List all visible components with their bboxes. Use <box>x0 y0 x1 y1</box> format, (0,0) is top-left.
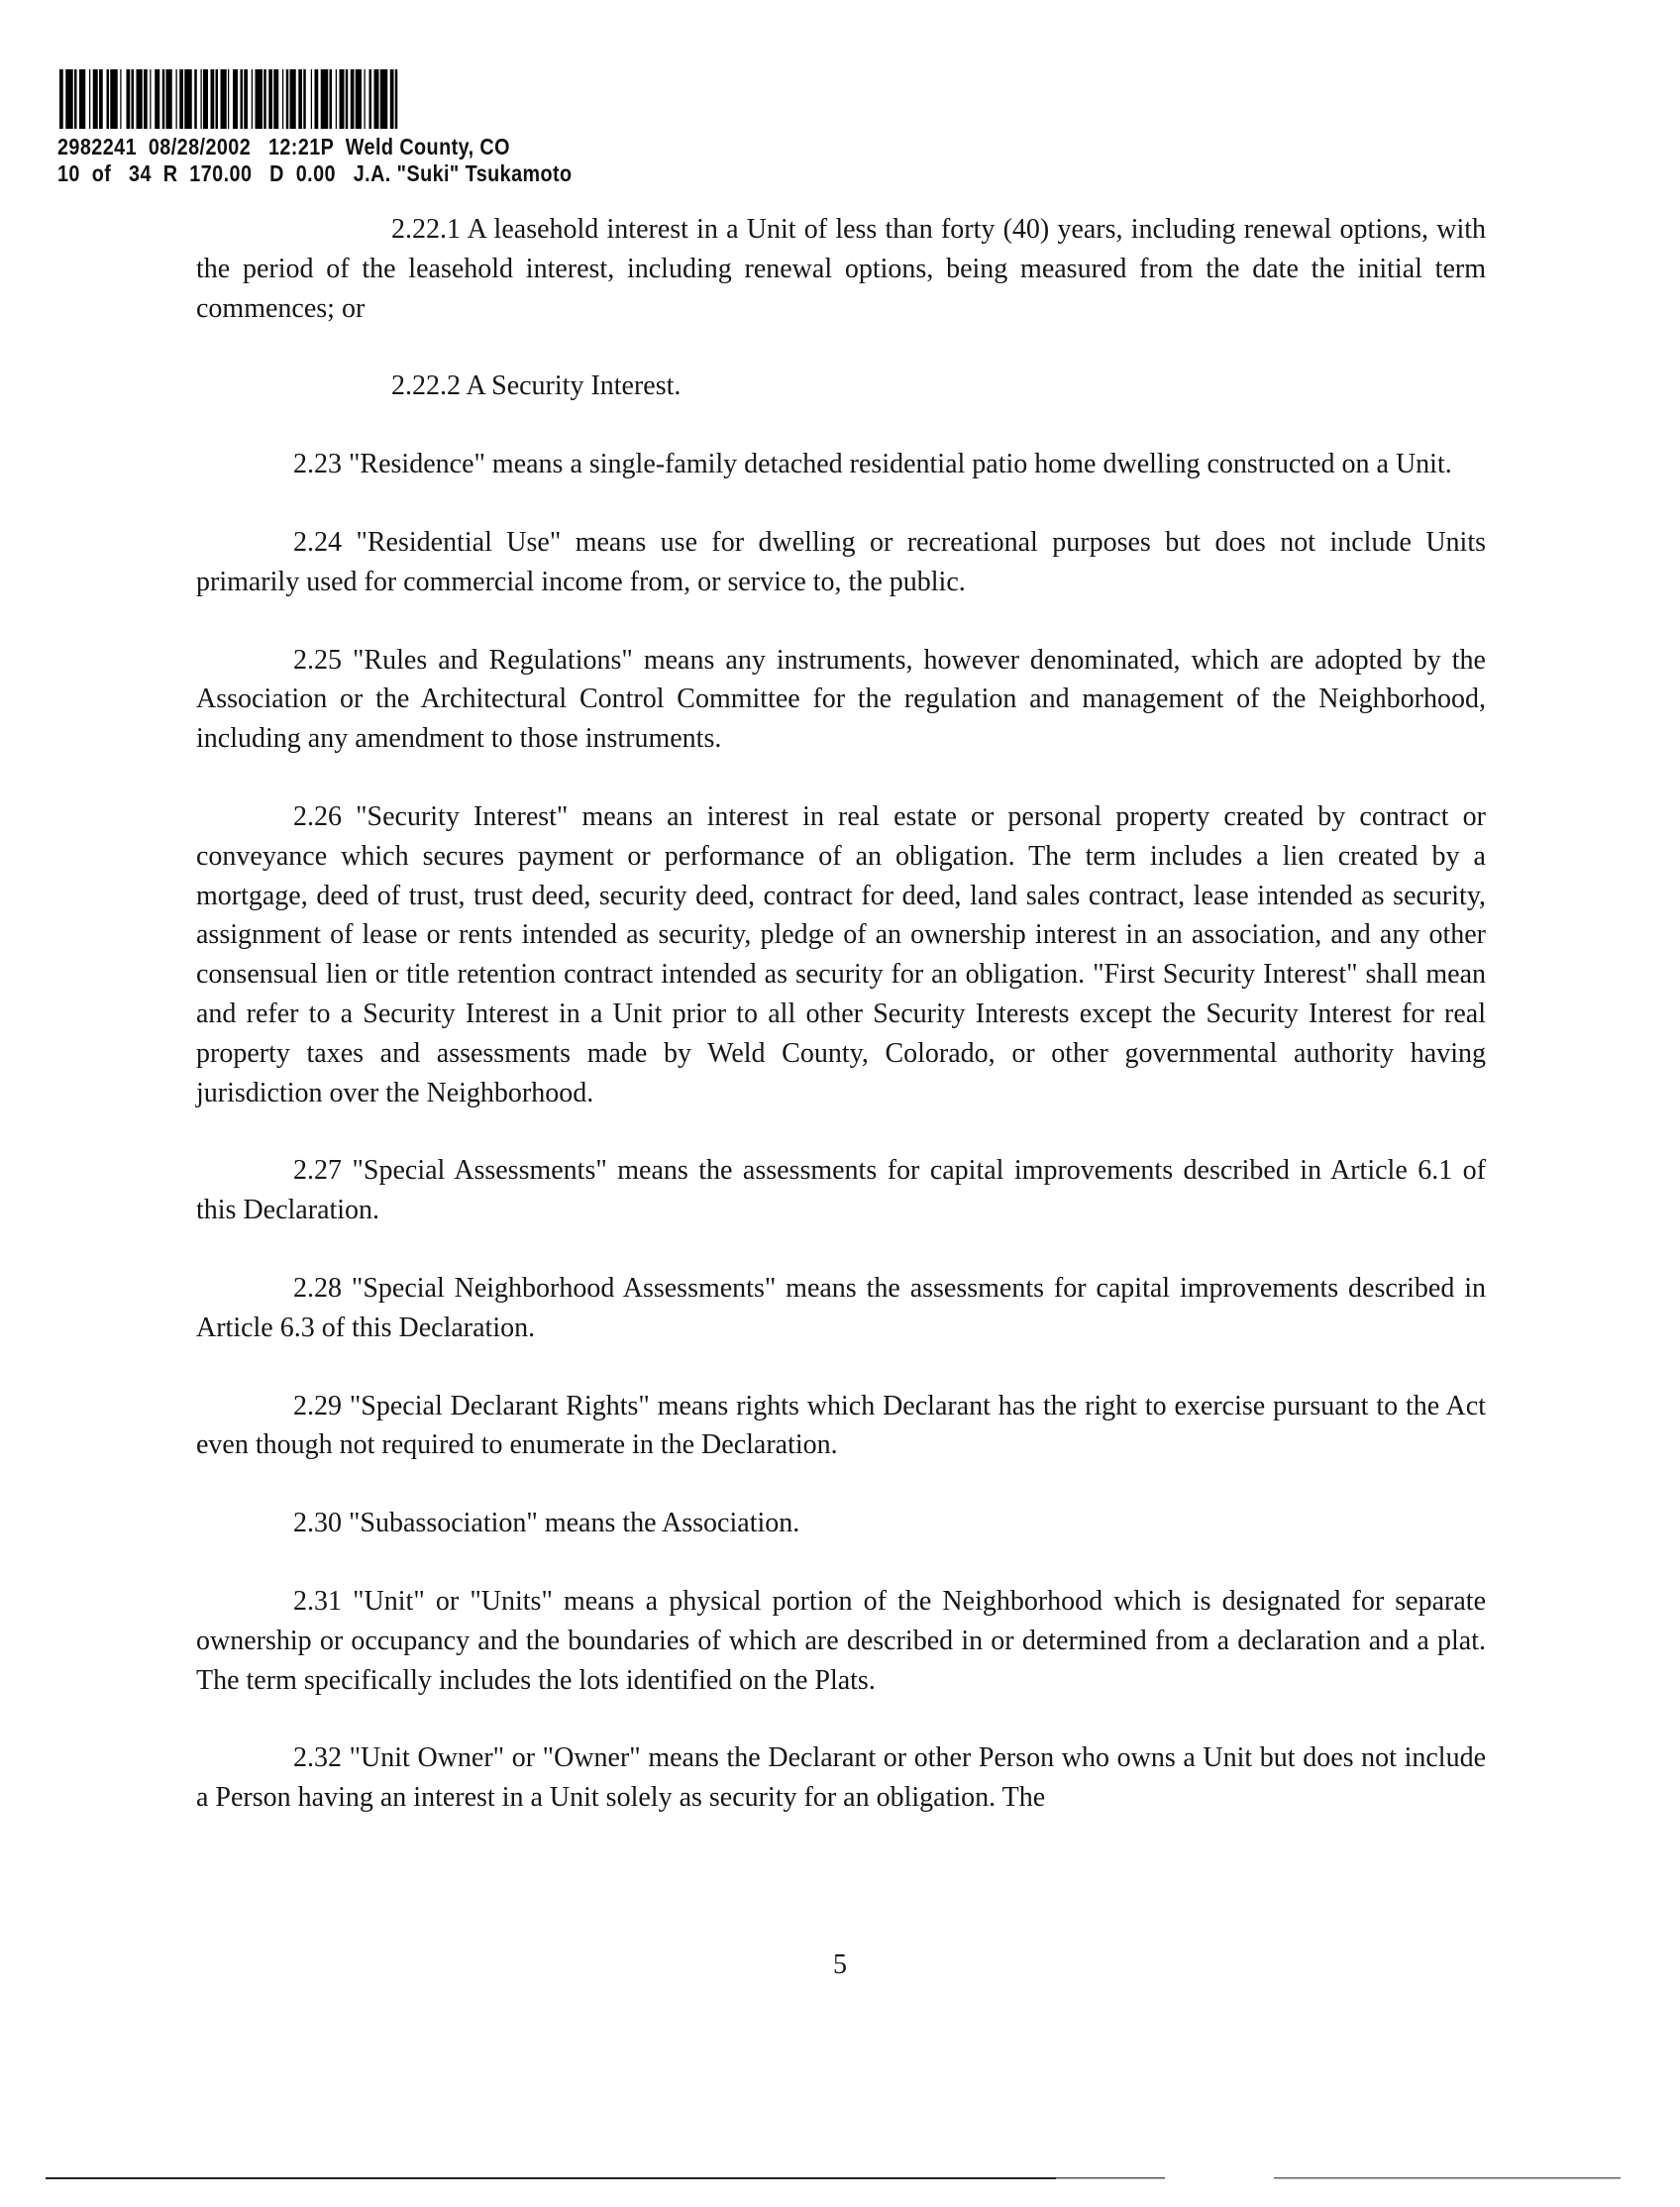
barcode-bar <box>369 69 372 129</box>
scan-edge-line <box>46 2175 1621 2181</box>
recording-info-line-2: 10 of 34 R 170.00 D 0.00 J.A. "Suki" Tsukamoto <box>57 160 573 186</box>
page-number: 5 <box>833 1949 847 1980</box>
document-body <box>196 210 1486 1856</box>
barcode-bar <box>244 69 248 129</box>
barcode-bar <box>79 69 85 129</box>
barcode-bar <box>127 69 131 129</box>
section-2-30: 2.30 "Subassociation" means the Association. <box>293 1508 800 1539</box>
section-2-32: 2.32 "Unit Owner" or "Owner" means the Declarant or other Person who owns a Unit but does not include a Person having an interest in a Unit solely as security for an obligation. The <box>196 1742 1486 1814</box>
barcode-bar <box>93 69 98 129</box>
recording-barcode <box>59 69 743 129</box>
barcode-bar <box>155 69 159 129</box>
barcode-bar <box>221 69 227 129</box>
barcode-bar <box>233 69 238 129</box>
barcode-bar <box>351 69 355 129</box>
barcode-bar <box>330 69 333 129</box>
barcode-bar <box>65 69 73 129</box>
barcode-bar <box>201 69 202 129</box>
section-2-28: 2.28 "Special Neighborhood Assessments" means the assessments for capital improvements described in Article 6.3 of this Declaration. <box>196 1272 1486 1343</box>
barcode-bar <box>120 69 121 129</box>
barcode-bar <box>137 69 143 129</box>
barcode-bar <box>321 69 329 129</box>
barcode-bar <box>179 69 183 129</box>
barcode-bar <box>256 69 263 129</box>
barcode-bar <box>346 69 349 129</box>
section-2-29: 2.29 "Special Declarant Rights" means rights which Declarant has the right to exercise pursuant to the Act even though not required to enumerate in the Declaration. <box>196 1390 1486 1461</box>
barcode-bar <box>365 69 366 129</box>
barcode-bar <box>356 69 362 129</box>
barcode-bar <box>59 69 63 129</box>
section-2-25: 2.25 "Rules and Regulations" means any instruments, however denominated, which are adopted by the Association or the Architectural Control Committee for the regulation and management of the Neighborhood, including any amendment to those instruments. <box>196 644 1486 755</box>
barcode-bar <box>74 69 77 129</box>
barcode-bar <box>89 69 90 129</box>
barcode-bar <box>252 69 253 129</box>
barcode-bar <box>241 69 244 129</box>
barcode-bar <box>268 69 272 129</box>
section-2-26: 2.26 "Security Interest" means an interest in real estate or personal property created by contract or conveyance which secures payment or performance of an obligation. The term includes a lien created by a mortgage, deed of trust, trust deed, security deed, contract for deed, land sales contract, lease intended as security, assignment of lease or rents intended as security, pledge of an ownership interest in an association, and any other consensual lien or title retention contract intended as security for an obligation. "First Security Interest" shall mean and refer to a Security Interest in a Unit prior to all other Security Interests except the Security Interest for real property taxes and assessments made by Weld County, Colorado, or other governmental authority having jurisdiction over the Neighborhood. <box>196 800 1486 1108</box>
barcode-bar <box>110 69 118 129</box>
barcode-bar <box>166 69 172 129</box>
barcode-bar <box>194 69 197 129</box>
barcode-bar <box>311 69 312 129</box>
barcode-bar <box>216 69 219 129</box>
section-2-23: 2.23 "Residence" means a single-family detached residential patio home dwelling constructed on a Unit. <box>293 449 1452 480</box>
section-2-31: 2.31 "Unit" or "Units" means a physical portion of the Neighborhood which is designated for separate ownership or occupancy and the boundaries of which are described in or determined from a declaration and a plat. The term specifically includes the lots identified on the Plats. <box>196 1585 1486 1696</box>
barcode-bar <box>132 69 135 129</box>
barcode-bar <box>203 69 208 129</box>
barcode-bar <box>107 69 110 129</box>
section-2-24: 2.24 "Residential Use" means use for dwelling or recreational purposes but does not include Units primarily used for commercial income from, or service to, the public. <box>196 526 1486 597</box>
barcode-bar <box>273 69 278 129</box>
barcode-bar <box>290 69 296 129</box>
barcode-bar <box>303 69 306 129</box>
barcode-bar <box>336 69 337 129</box>
barcode-bar <box>340 69 345 129</box>
section-2-22-2: 2.22.2 A Security Interest. <box>391 370 682 402</box>
barcode-bar <box>390 69 394 129</box>
section-2-22-1: 2.22.1 A leasehold interest in a Unit of less than forty (40) years, including renewal options, with the period of the leasehold interest, including renewal options, being measured from the date the initial term commences; or <box>196 214 1486 324</box>
barcode-bar <box>184 69 192 129</box>
barcode-bar <box>263 69 266 129</box>
barcode-bar <box>282 69 283 129</box>
barcode-bar <box>228 69 229 129</box>
barcode-bar <box>176 69 177 129</box>
barcode-bar <box>211 69 215 129</box>
barcode-bar <box>374 69 379 129</box>
barcode-bar <box>162 69 165 129</box>
barcode-bar <box>150 69 151 129</box>
barcode-bar <box>380 69 388 129</box>
barcode-bar <box>315 69 319 129</box>
barcode-bar <box>395 69 398 129</box>
barcode-bar <box>99 69 103 129</box>
section-2-27: 2.27 "Special Assessments" means the assessments for capital improvements described in Article 6.1 of this Declaration. <box>196 1155 1486 1226</box>
barcode-bar <box>144 69 148 129</box>
barcode-bar <box>286 69 289 129</box>
barcode-bar <box>298 69 302 129</box>
recording-info-line-1: 2982241 08/28/2002 12:21P Weld County, CO <box>57 134 510 159</box>
